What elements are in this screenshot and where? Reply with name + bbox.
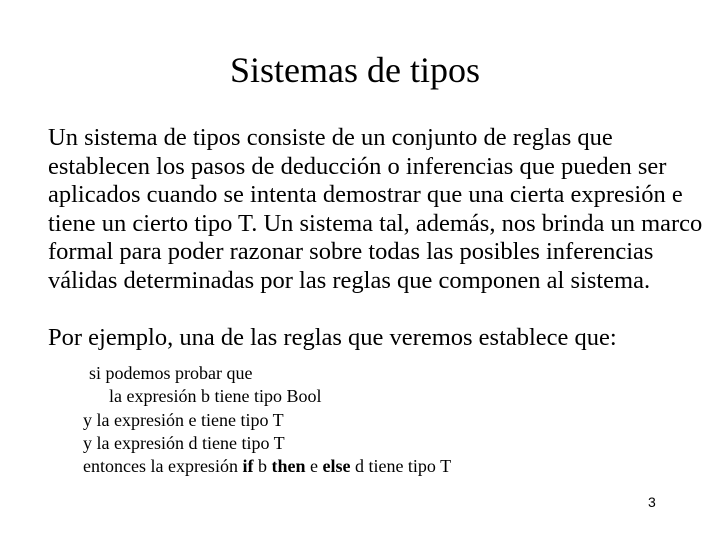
rule-premise: y la expresión e tiene tipo T [83, 409, 284, 430]
example-intro: Por ejemplo, una de las reglas que veremos establece que: [48, 324, 617, 351]
rule-premise: la expresión b tiene tipo Bool [109, 386, 322, 407]
rule-premise: y la expresión d tiene tipo T [83, 432, 285, 453]
slide-title: Sistemas de tipos [230, 50, 480, 90]
keyword-then: then [271, 456, 306, 477]
paragraph-line: válidas determinadas por las reglas que componen al sistema. [48, 266, 651, 294]
typing-rule [83, 362, 451, 478]
conclusion-text: e [305, 456, 323, 477]
rule-premise-intro: si podemos probar que [89, 363, 253, 383]
conclusion-text: b [253, 456, 272, 477]
conclusion-text: entonces la expresión [83, 456, 243, 477]
paragraph-line: Un sistema de tipos consiste de un conjunto de reglas que [48, 124, 613, 151]
conclusion-text: d tiene tipo T [350, 456, 452, 477]
paragraph-line: aplicados cuando se intenta demostrar que una cierta expresión e [48, 181, 683, 209]
definition-paragraph [48, 124, 703, 296]
paragraph-line: tiene un cierto tipo T. Un sistema tal, además, nos brinda un marco [48, 209, 703, 237]
keyword-else: else [322, 456, 351, 477]
page-number: 3 [648, 494, 656, 510]
paragraph-line: establecen los pasos de deducción o inferencias que pueden ser [48, 152, 667, 180]
keyword-if: if [242, 456, 254, 477]
paragraph-line: formal para poder razonar sobre todas las posibles inferencias [48, 238, 654, 266]
rule-conclusion [83, 455, 451, 478]
